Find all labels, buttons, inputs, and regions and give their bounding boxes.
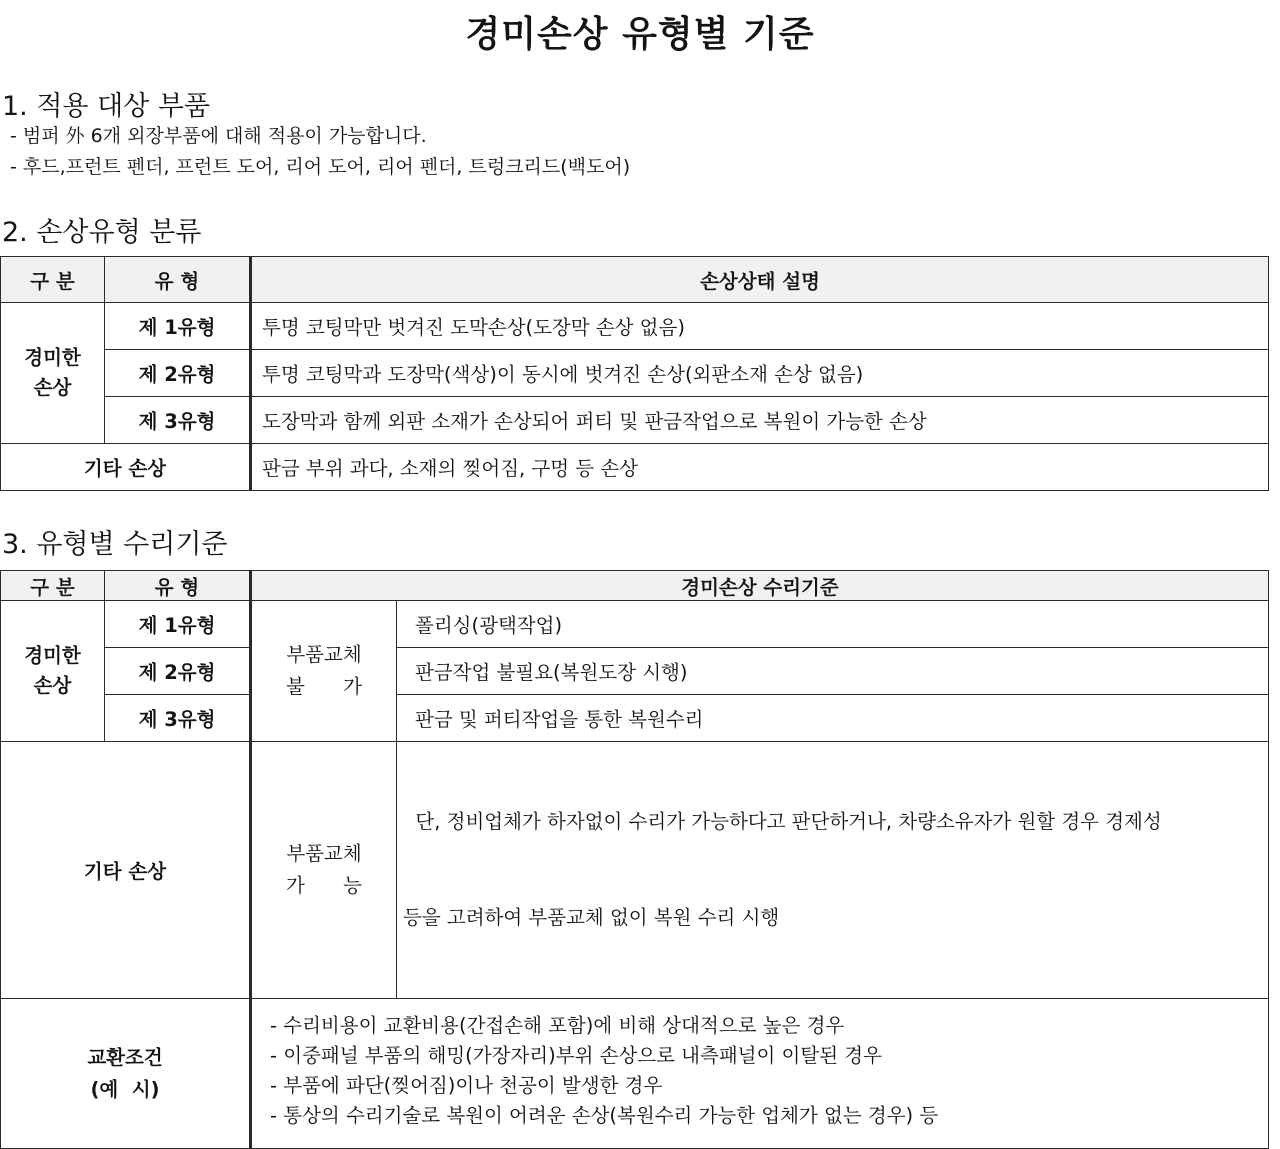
replacement-conditions-label [1, 999, 251, 1149]
type-cell: 제 1유형 [105, 303, 251, 350]
replacement-label: 부품교체 [286, 842, 362, 865]
type-cell: 제 2유형 [105, 350, 251, 397]
replacement-not-allowed-cell [251, 601, 397, 742]
conditions-label-line-1: 교환조건 [87, 1045, 163, 1069]
other-damage-label: 기타 손상 [1, 742, 251, 999]
section1-heading: 1. 적용 대상 부품 [2, 91, 211, 122]
section1-line-1: - 범퍼 外 6개 외장부품에 대해 적용이 가능합니다. [10, 125, 427, 147]
table-row [1, 695, 1269, 742]
description-cell: 도장막과 함께 외판 소재가 손상되어 퍼티 및 판금작업으로 복원이 가능한 손상 [251, 397, 1269, 444]
description-cell: 판금 부위 과다, 소재의 찢어짐, 구멍 등 손상 [251, 444, 1269, 491]
type-cell: 제 1유형 [105, 601, 251, 648]
list-item: - 통상의 수리기술로 복원이 어려운 손상(복원수리 가능한 업체가 없는 경우) 등 [270, 1104, 939, 1127]
other-damage-standard-cell [397, 742, 1269, 999]
table-row [1, 303, 1269, 350]
list-item: - 부품에 파단(찢어짐)이나 천공이 발생한 경우 [270, 1074, 663, 1097]
minor-damage-group-label: 경미한 손상 [1, 601, 105, 742]
header-repair-standard: 경미손상 수리기준 [251, 571, 1269, 601]
type-cell: 제 3유형 [105, 397, 251, 444]
list-item: - 수리비용이 교환비용(간접손해 포함)에 비해 상대적으로 높은 경우 [270, 1014, 845, 1037]
replacement-status-char: 가 [286, 874, 305, 897]
header-type: 유 형 [105, 571, 251, 601]
description-cell: 투명 코팅막만 벗겨진 도막손상(도장막 손상 없음) [251, 303, 1269, 350]
table-row [1, 648, 1269, 695]
replacement-conditions-list [251, 999, 1269, 1149]
other-damage-label: 기타 손상 [1, 444, 251, 491]
minor-damage-group-label: 경미한 손상 [1, 303, 105, 444]
repair-standard-table [0, 570, 1269, 1149]
conditions-label-line-2: (예 시) [90, 1077, 160, 1101]
type-cell: 제 3유형 [105, 695, 251, 742]
description-cell: 투명 코팅막과 도장막(색상)이 동시에 벗겨진 손상(외판소재 손상 없음) [251, 350, 1269, 397]
other-standard-line-2: 등을 고려하여 부품교체 없이 복원 수리 시행 [403, 906, 780, 929]
section1-line-2: - 후드,프런트 펜더, 프런트 도어, 리어 도어, 리어 펜더, 트렁크리드(백도어) [10, 156, 631, 178]
replacement-allowed-cell [251, 742, 397, 999]
table-row [1, 350, 1269, 397]
replacement-label: 부품교체 [286, 643, 362, 666]
table-row [1, 742, 1269, 999]
other-standard-line-1: 단, 정비업체가 하자없이 수리가 가능하다고 판단하거나, 차량소유자가 원할 경우 경제성 [403, 810, 1162, 833]
type-cell: 제 2유형 [105, 648, 251, 695]
list-item: - 이중패널 부품의 해밍(가장자리)부위 손상으로 내측패널이 이탈된 경우 [270, 1044, 882, 1067]
header-category: 구 분 [1, 257, 105, 303]
table-row [1, 397, 1269, 444]
table-row [1, 444, 1269, 491]
replacement-status-char: 가 [343, 675, 362, 698]
damage-type-table [0, 256, 1269, 491]
document-title: 경미손상 유형별 기준 [465, 14, 815, 55]
replacement-status-char: 능 [343, 874, 362, 897]
header-type: 유 형 [105, 257, 251, 303]
replacement-status-char: 불 [286, 675, 305, 698]
header-category: 구 분 [1, 571, 105, 601]
repair-standard-cell: 판금 및 퍼티작업을 통한 복원수리 [397, 695, 1269, 742]
section3-heading: 3. 유형별 수리기준 [2, 529, 228, 560]
table-row [1, 601, 1269, 648]
repair-standard-cell: 폴리싱(광택작업) [397, 601, 1269, 648]
table-row [1, 999, 1269, 1149]
section2-heading: 2. 손상유형 분류 [2, 217, 202, 248]
header-description: 손상상태 설명 [251, 257, 1269, 303]
repair-standard-cell: 판금작업 불필요(복원도장 시행) [397, 648, 1269, 695]
